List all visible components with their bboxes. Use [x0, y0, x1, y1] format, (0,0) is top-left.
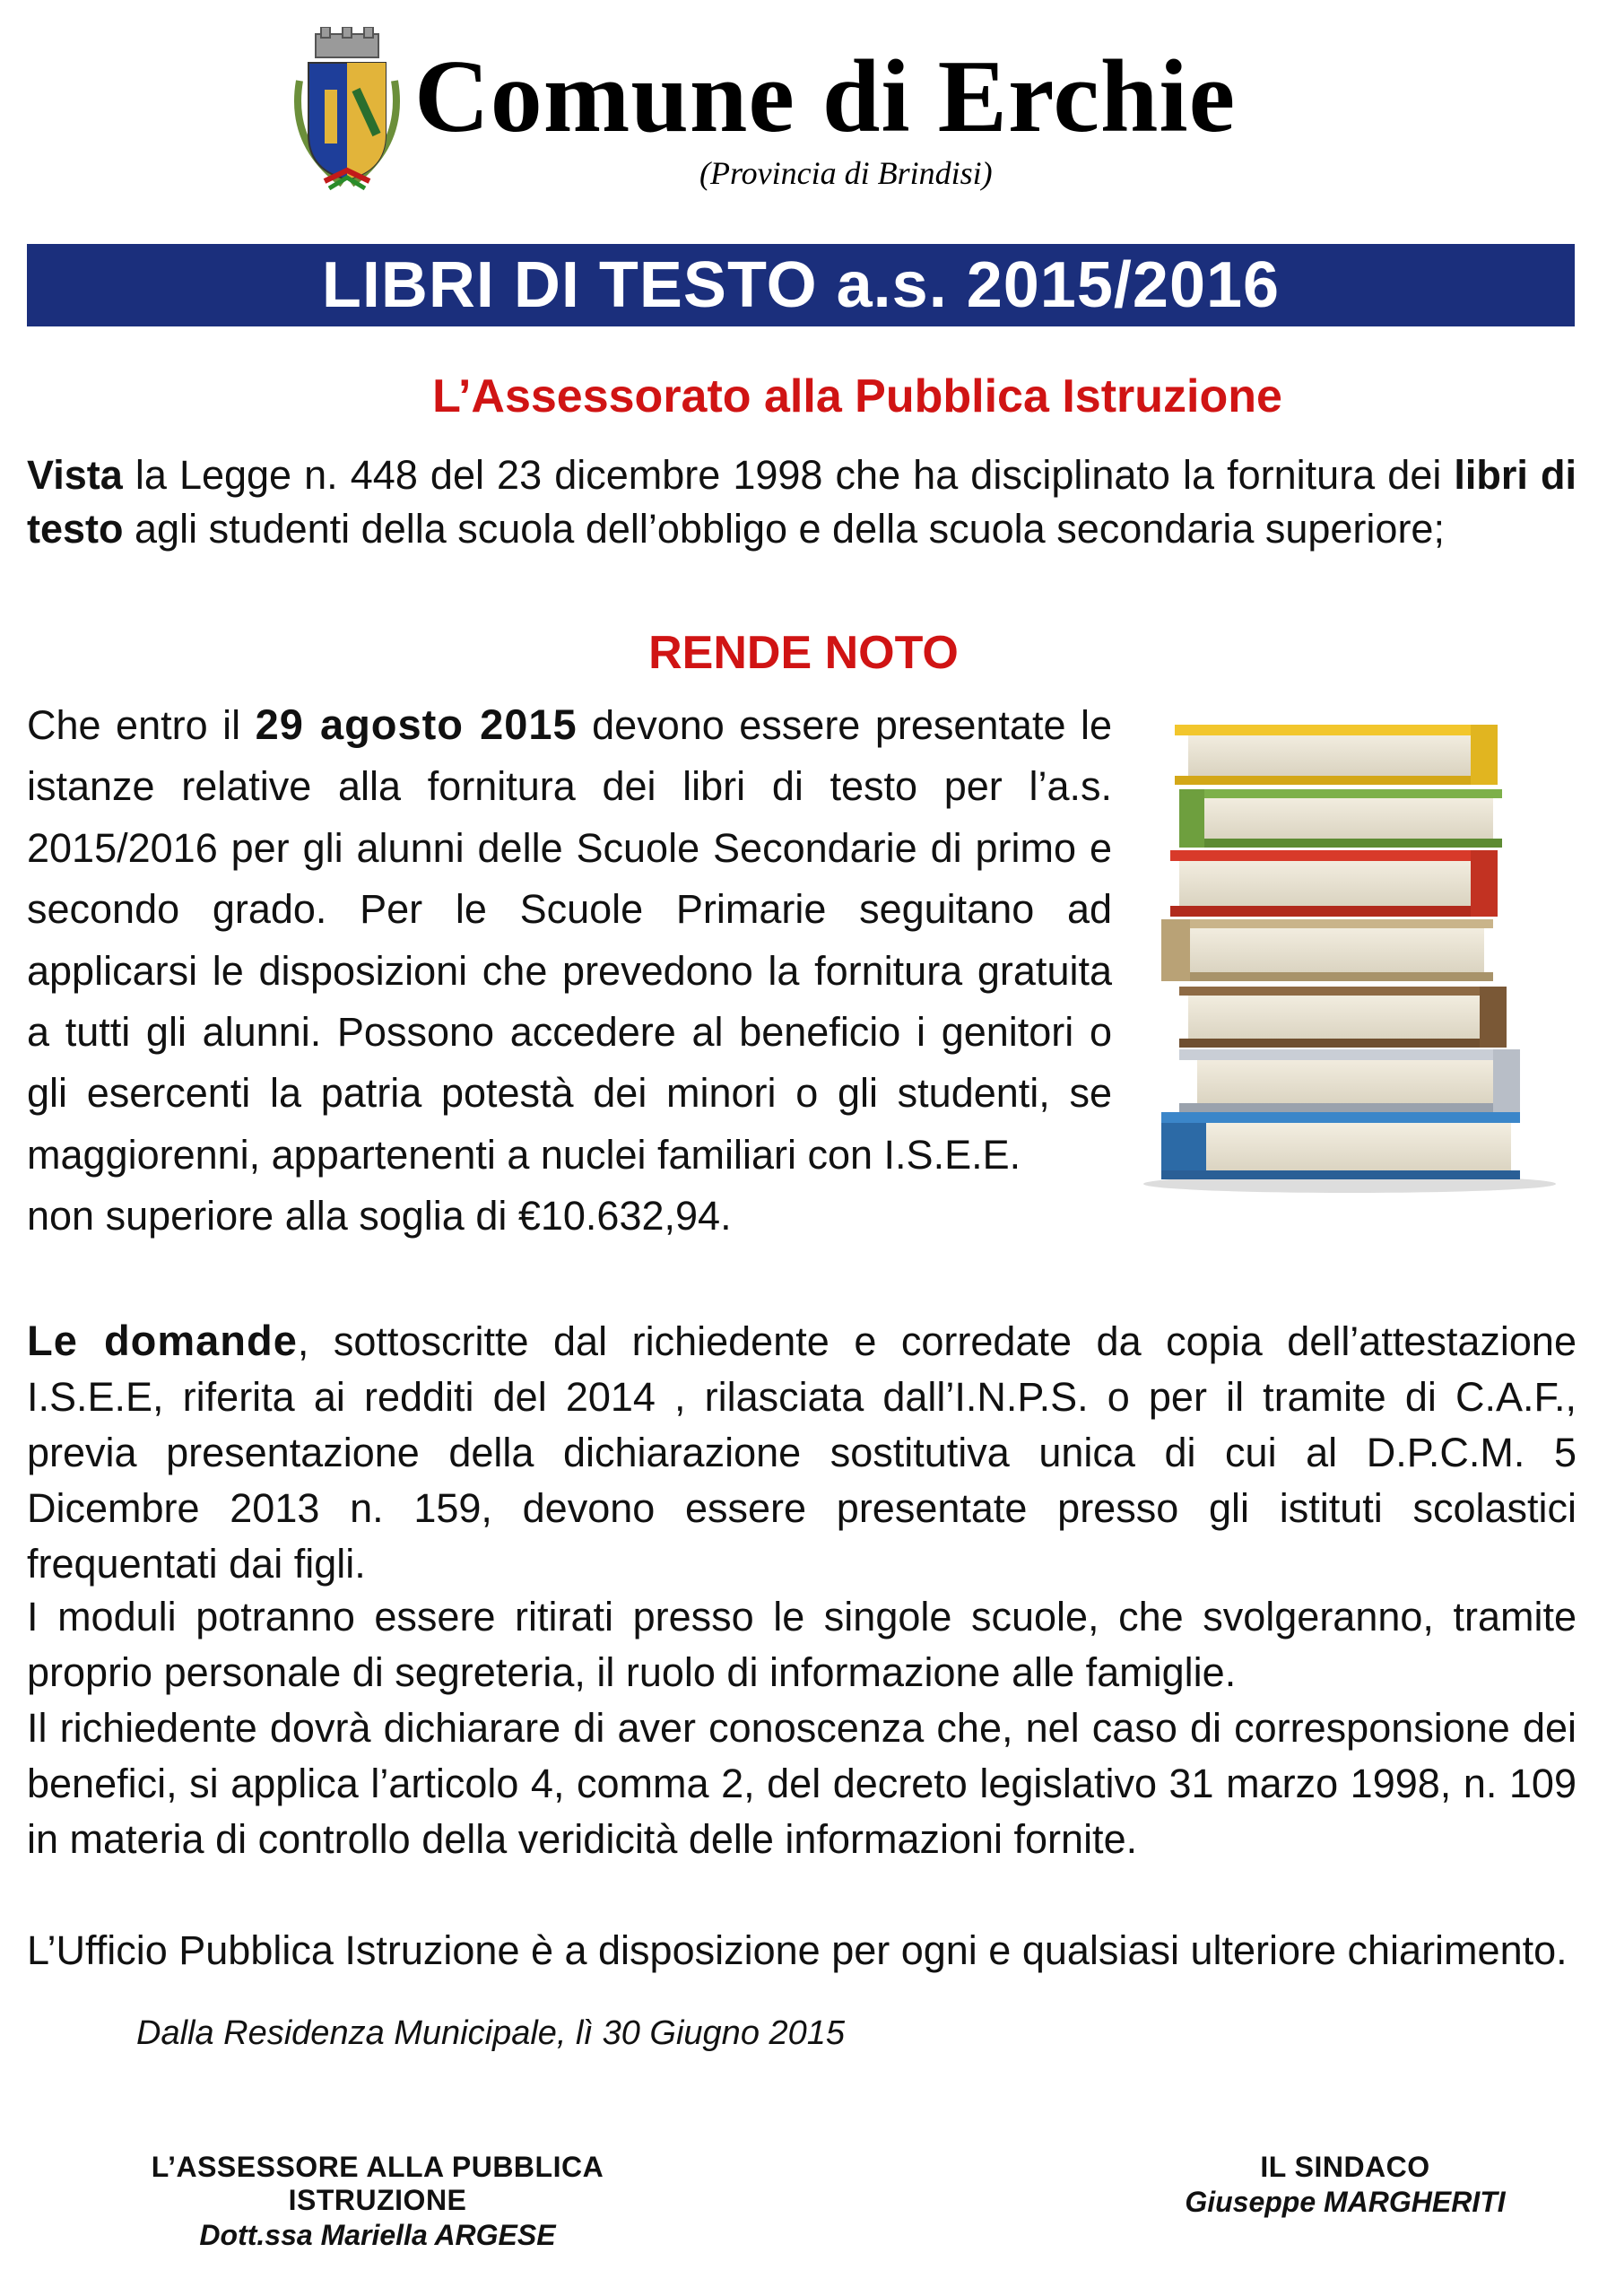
coat-of-arms-icon	[289, 27, 405, 197]
sindaco-role: IL SINDACO	[1260, 2151, 1430, 2183]
province-subtitle: (Provincia di Brindisi)	[699, 155, 993, 191]
intro-text-end: agli studenti della scuola dell’obbligo e della scuola secondaria superiore;	[123, 506, 1445, 552]
town-title: Comune di Erchie	[414, 39, 1237, 154]
deadline-date: 29 agosto 2015	[255, 700, 578, 748]
department-heading: L’Assessorato alla Pubblica Istruzione	[432, 370, 1282, 422]
domande-text: , sottoscritte dal richiedente e corredate da copia dell’attestazione I.S.E.E, riferita ai redditi del 2014 , rilasciata dall’I.N.P.S. o per il tramite di C.A.F., previa presentazione della dichiarazione sostitutiva unica di cui al D.P.C.M. 5 Dicembre 2013 n. 159, devono essere presentate presso gli istituti scolastici frequentati dai figli.	[27, 1318, 1577, 1587]
notice-lead: Che entro il	[27, 702, 256, 748]
ufficio-paragraph: L’Ufficio Pubblica Istruzione è a disposizione per ogni e qualsiasi ulteriore chiarimento.	[27, 1927, 1568, 1973]
assessore-name: Dott.ssa Mariella ARGESE	[199, 2219, 556, 2251]
domande-paragraph	[27, 1313, 1577, 1592]
title-banner	[27, 244, 1575, 326]
moduli-paragraph: I moduli potranno essere ritirati presso le singole scuole, che svolgeranno, tramite proprio personale di segreteria, il ruolo di informazione alle famiglie.	[27, 1594, 1577, 1695]
sindaco-signature	[1166, 2151, 1524, 2219]
intro-paragraph	[27, 448, 1577, 556]
dateline: Dalla Residenza Municipale, lì 30 Giugno 2015	[136, 2014, 846, 2052]
notice-paragraph	[27, 694, 1112, 1248]
richiedente-paragraph: Il richiedente dovrà dichiarare di aver conoscenza che, nel caso di corresponsione dei benefici, si applica l’articolo 4, comma 2, del decreto legislativo 31 marzo 1998, n. 109 in materia di controllo della veridicità delle informazioni fornite.	[27, 1705, 1577, 1862]
books-stack-illustration	[1125, 709, 1574, 1193]
notice-body: devono essere presentate le istanze relative alla fornitura dei libri di testo per l’a.s. 2015/2016 per gli alunni delle Scuole Secondarie di primo e secondo grado. Per le Scuole Primarie seguitano ad applicarsi le disposizioni che prevedono la fornitura gratuita a tutti gli alunni. Possono accedere al beneficio i genitori o gli esercenti la patria potestà dei minori o gli studenti, se maggiorenni, appartenenti a nuclei familiari con I.S.E.E.	[27, 702, 1113, 1178]
sindaco-name: Giuseppe MARGHERITI	[1185, 2186, 1506, 2218]
assessore-role: L’ASSESSORE ALLA PUBBLICA ISTRUZIONE	[151, 2151, 604, 2216]
banner-title: LIBRI DI TESTO a.s. 2015/2016	[321, 249, 1281, 321]
notice-threshold: non superiore alla soglia di €10.632,94.	[27, 1193, 732, 1239]
rende-noto-heading: RENDE NOTO	[648, 627, 959, 679]
vista-label: Vista	[27, 452, 123, 498]
intro-text: la Legge n. 448 del 23 dicembre 1998 che ha disciplinato la fornitura dei	[122, 452, 1455, 498]
libri-label: libri di testo	[27, 452, 1577, 552]
assessore-signature	[86, 2151, 669, 2252]
domande-label: Le domande	[27, 1317, 298, 1364]
